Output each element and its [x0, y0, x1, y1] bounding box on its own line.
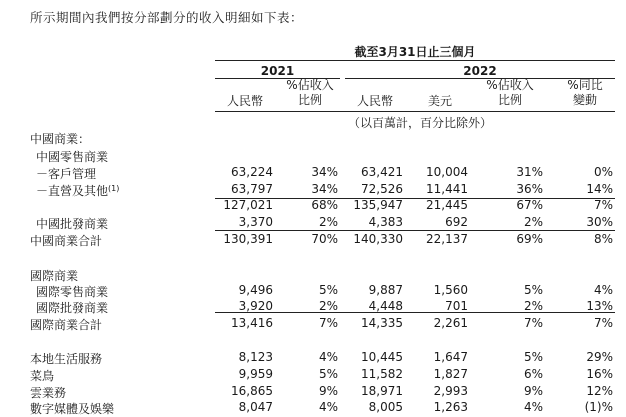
- table-cell: 63,421: [361, 165, 403, 179]
- row-label: 雲業務: [30, 386, 67, 400]
- intl-total-rule: [215, 312, 615, 313]
- table-cell: 16%: [586, 367, 613, 381]
- table-cell: 21,445: [426, 198, 468, 212]
- table-cell: 692: [445, 215, 468, 229]
- row-label: 國際商業合計: [30, 318, 103, 332]
- table-cell: 1,263: [433, 400, 468, 414]
- table-cell: 1,560: [433, 283, 468, 297]
- table-cell: 31%: [516, 165, 543, 179]
- table-cell: 6%: [523, 367, 543, 381]
- table-cell: 0%: [593, 165, 613, 179]
- table-cell: 2,993: [433, 384, 468, 398]
- table-cell: 701: [445, 299, 468, 313]
- table-cell: 9,496: [238, 283, 273, 297]
- table-cell: 2%: [523, 299, 543, 313]
- table-cell: 127,021: [223, 198, 273, 212]
- table-cell: 2,261: [433, 316, 468, 330]
- table-cell: 7%: [593, 198, 613, 212]
- table-cell: 9,959: [238, 367, 273, 381]
- row-label: －直營及其他$^{(1)}$: [36, 184, 120, 198]
- row-label: 本地生活服務: [30, 352, 103, 366]
- intro-text: 所示期間內我們按分部劃分的收入明細如下表：: [30, 10, 304, 25]
- table-cell: 4%: [318, 350, 338, 364]
- table-cell: 135,947: [353, 198, 403, 212]
- table-cell: 67%: [516, 198, 543, 212]
- table-cell: 5%: [318, 367, 338, 381]
- table-cell: 36%: [516, 182, 543, 196]
- table-cell: 18,971: [361, 384, 403, 398]
- table-cell: 11,441: [426, 182, 468, 196]
- table-cell: 10,445: [361, 350, 403, 364]
- table-cell: 70%: [311, 232, 338, 246]
- table-cell: 14,335: [361, 316, 403, 330]
- subtotal-rule: [215, 198, 615, 199]
- row-label: －客戶管理: [36, 167, 97, 181]
- table-cell: 69%: [516, 232, 543, 246]
- table-cell: 34%: [311, 182, 338, 196]
- table-cell: 140,330: [353, 232, 403, 246]
- col-rmb-2021-header: 人民幣: [226, 94, 263, 108]
- row-label: 中國批發商業: [36, 217, 109, 231]
- table-cell: (1)%: [584, 400, 613, 414]
- table-cell: 4%: [593, 283, 613, 297]
- table-cell: 30%: [586, 215, 613, 229]
- year-2021: 2021: [260, 64, 295, 78]
- table-cell: 9,887: [368, 283, 403, 297]
- header-rule: [215, 111, 615, 112]
- table-cell: 8,005: [368, 400, 403, 414]
- col-pct-2022-header: %佔收入 比例: [486, 78, 534, 107]
- footnote-marker: (1): [108, 184, 120, 193]
- table-cell: 2%: [318, 215, 338, 229]
- table-cell: 22,137: [426, 232, 468, 246]
- table-cell: 130,391: [223, 232, 273, 246]
- table-cell: 7%: [593, 316, 613, 330]
- table-cell: 4,448: [368, 299, 403, 313]
- table-cell: 2%: [318, 299, 338, 313]
- table-cell: 14%: [586, 182, 613, 196]
- period-header: 截至3月31日止三個月: [354, 45, 476, 59]
- table-cell: 3,920: [238, 299, 273, 313]
- china-total-rule: [215, 230, 615, 231]
- table-cell: 5%: [318, 283, 338, 297]
- col-rmb-2022-header: 人民幣: [356, 94, 393, 108]
- table-cell: 4%: [318, 400, 338, 414]
- row-label: 國際商業: [30, 269, 79, 283]
- table-cell: 68%: [311, 198, 338, 212]
- row-label: 國際零售商業: [36, 285, 109, 299]
- row-label: 數字媒體及娛樂: [30, 402, 115, 416]
- table-cell: 9%: [318, 384, 338, 398]
- table-cell: 4,383: [368, 215, 403, 229]
- table-cell: 1,827: [433, 367, 468, 381]
- row-label: 菜鳥: [30, 369, 55, 383]
- table-cell: 10,004: [426, 165, 468, 179]
- unit-note: （以百萬計，百分比除外）: [347, 116, 492, 130]
- row-label: 中國零售商業: [36, 150, 109, 164]
- table-cell: 34%: [311, 165, 338, 179]
- table-cell: 5%: [523, 350, 543, 364]
- table-cell: 12%: [586, 384, 613, 398]
- table-cell: 1,647: [433, 350, 468, 364]
- table-cell: 63,797: [231, 182, 273, 196]
- table-cell: 2%: [523, 215, 543, 229]
- row-label: 中國商業：: [30, 132, 91, 146]
- col-usd-2022-header: 美元: [427, 94, 452, 108]
- table-cell: 63,224: [231, 165, 273, 179]
- table-cell: 7%: [523, 316, 543, 330]
- table-cell: 5%: [523, 283, 543, 297]
- table-cell: 7%: [318, 316, 338, 330]
- table-cell: 13%: [586, 299, 613, 313]
- table-cell: 13,416: [231, 316, 273, 330]
- table-cell: 8,123: [238, 350, 273, 364]
- table-cell: 3,370: [238, 215, 273, 229]
- table-cell: 9%: [523, 384, 543, 398]
- table-cell: 8,047: [238, 400, 273, 414]
- table-cell: 72,526: [361, 182, 403, 196]
- col-yoy-header: %同比 變動: [567, 78, 603, 107]
- row-label: 國際批發商業: [36, 301, 109, 315]
- table-cell: 4%: [523, 400, 543, 414]
- table-cell: 29%: [586, 350, 613, 364]
- table-cell: 8%: [593, 232, 613, 246]
- col-pct-2021-header: %佔收入 比例: [286, 78, 334, 107]
- table-cell: 16,865: [231, 384, 273, 398]
- table-cell: 11,582: [361, 367, 403, 381]
- year-2022: 2022: [463, 64, 497, 78]
- period-rule: [215, 60, 615, 61]
- row-label: 中國商業合計: [30, 234, 103, 248]
